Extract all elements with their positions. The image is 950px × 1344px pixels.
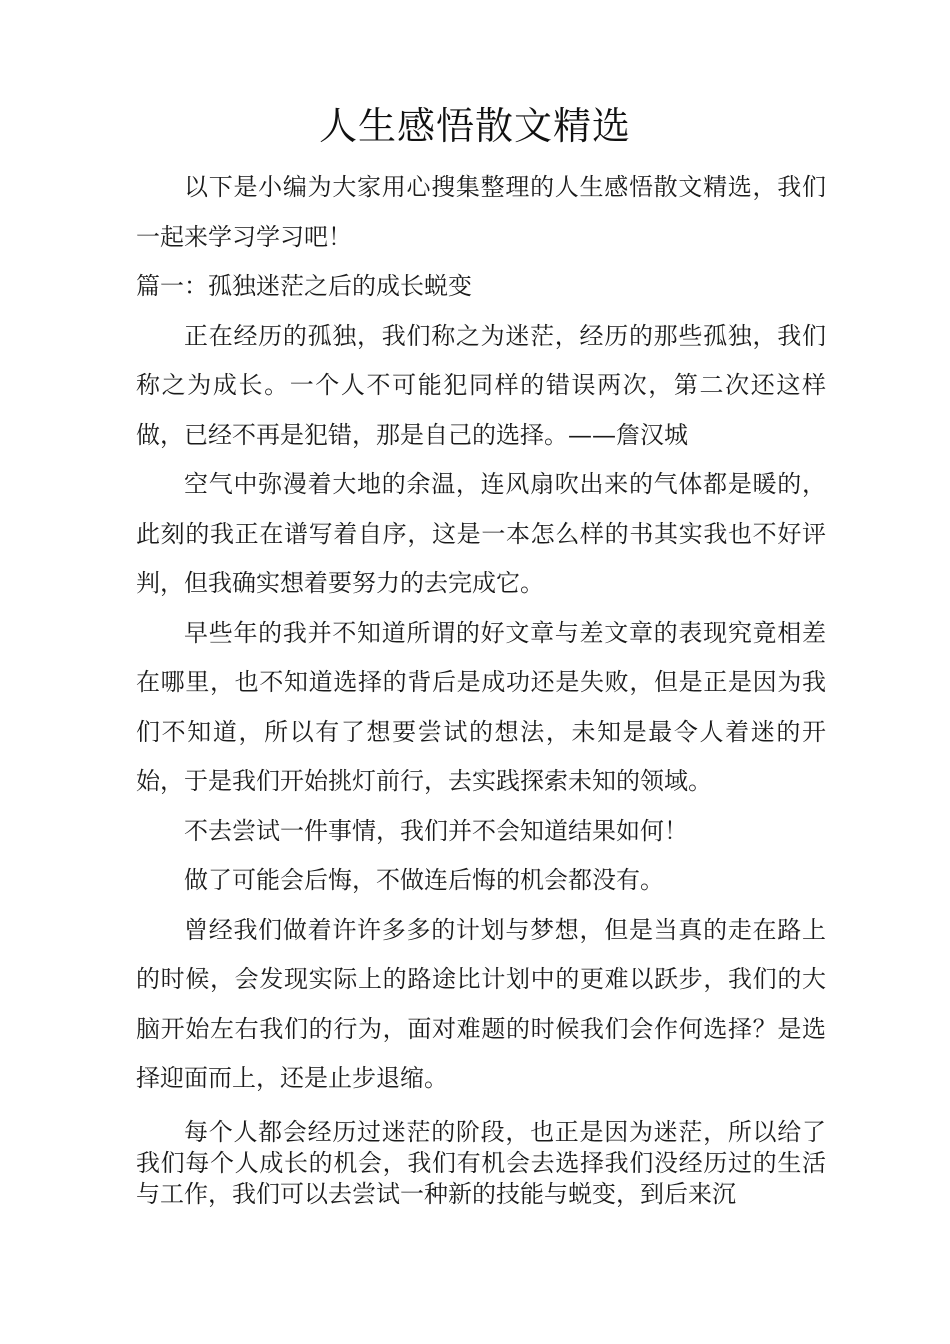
paragraph: 正在经历的孤独，我们称之为迷茫，经历的那些孤独，我们称之为成长。一个人不可能犯同样的错误两次，第二次还这样做，已经不再是犯错，那是自己的选择。——詹汉城	[136, 321, 826, 449]
paragraph: 空气中弥漫着大地的余温，连风扇吹出来的气体都是暖的，此刻的我正在谱写着自序，这是一本怎么样的书其实我也不好评判，但我确实想着要努力的去完成它。	[136, 470, 826, 597]
last-paragraph: 每个人都会经历过迷茫的阶段，也正是因为迷茫，所以给了我们每个人成长的机会，我们有机会去选择我们没经历过的生活与工作，我们可以去尝试一种新的技能与蜕变，到后来沉	[136, 1118, 826, 1208]
intro-paragraph: 以下是小编为大家用心搜集整理的人生感悟散文精选，我们一起来学习学习吧！	[136, 173, 826, 251]
section-heading: 篇一：孤独迷茫之后的成长蜕变	[136, 272, 472, 300]
paragraph: 不去尝试一件事情，我们并不会知道结果如何！	[184, 816, 688, 845]
paragraph: 曾经我们做着许许多多的计划与梦想，但是当真的走在路上的时候，会发现实际上的路途比计划中的更难以跃步，我们的大脑开始左右我们的行为，面对难题的时候我们会作何选择？是选择迎面而上，还是止步退缩。	[136, 915, 826, 1092]
paragraph: 做了可能会后悔，不做连后悔的机会都没有。	[184, 866, 664, 894]
document-body	[136, 163, 826, 1104]
paragraph: 早些年的我并不知道所谓的好文章与差文章的表现究竟相差在哪里，也不知道选择的背后是成功还是失败，但是正是因为我们不知道，所以有了想要尝试的想法，未知是最令人着迷的开始，于是我们开始挑灯前行，去实践探索未知的领域。	[136, 618, 826, 795]
document-title: 人生感悟散文精选	[318, 104, 631, 148]
